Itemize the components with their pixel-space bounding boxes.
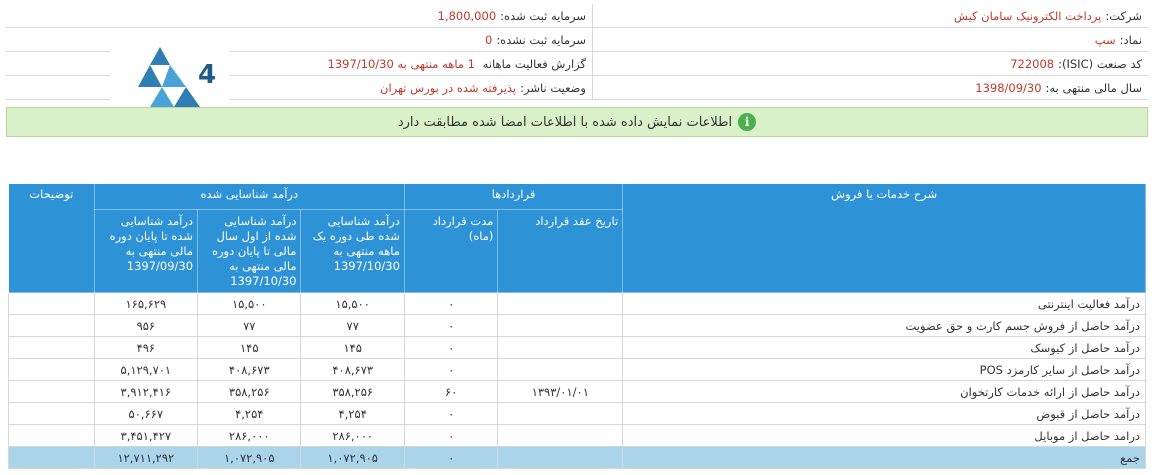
row-desc: درآمد حاصل از قبوض xyxy=(623,403,1146,425)
row-notes xyxy=(9,403,95,425)
row-ytd: ۳۵۸,۲۵۶ xyxy=(198,381,301,403)
capital-value: 1,800,000 xyxy=(437,8,497,23)
row-term: ۰ xyxy=(404,403,497,425)
sub-contract-term-header: مدت قرارداد (ماه) xyxy=(404,210,497,293)
table-row xyxy=(9,403,1146,425)
table-row xyxy=(9,293,1146,315)
total-date xyxy=(498,447,623,469)
row-notes xyxy=(9,315,95,337)
table-row xyxy=(9,337,1146,359)
row-term: ۰ xyxy=(404,359,497,381)
row-prev: ۵۰,۶۶۷ xyxy=(94,403,197,425)
row-term: ۶۰ xyxy=(404,381,497,403)
row-desc: درآمد فعالیت اینترنتی xyxy=(623,293,1146,315)
sub-rev-prev-header: درآمد شناسایی شده تا پایان دوره مالی منتهی به 1397/09/30 xyxy=(94,210,197,293)
col-revenue-header: درآمد شناسایی شده xyxy=(94,184,404,210)
row-prev: ۵,۱۲۹,۷۰۱ xyxy=(94,359,197,381)
status-cell xyxy=(230,76,592,99)
row-month: ۷۷ xyxy=(301,315,404,337)
info-row-1 xyxy=(6,4,1148,28)
row-ytd: ۱۴۵ xyxy=(198,337,301,359)
total-month: ۱,۰۷۲,۹۰۵ xyxy=(301,447,404,469)
row-month: ۴۰۸,۶۷۳ xyxy=(301,359,404,381)
isic-label: کد صنعت (ISIC): xyxy=(1058,56,1142,71)
total-desc: جمع xyxy=(623,447,1146,469)
status-label: وضعیت ناشر: xyxy=(520,80,586,95)
table-row xyxy=(9,381,1146,403)
symbol-value[interactable]: سپ xyxy=(1094,32,1116,47)
total-notes xyxy=(9,447,95,469)
row-month: ۴,۲۵۴ xyxy=(301,403,404,425)
report-cell xyxy=(230,52,592,75)
row-prev: ۴۹۶ xyxy=(94,337,197,359)
unreg-capital-cell xyxy=(230,28,592,51)
row-term: ۰ xyxy=(404,425,497,447)
capital-label: سرمایه ثبت شده: xyxy=(500,8,586,23)
company-label: شرکت: xyxy=(1105,8,1142,23)
row-desc: درآمد حاصل از سایر کارمزد POS xyxy=(623,359,1146,381)
row-notes xyxy=(9,337,95,359)
row-desc: درآمد حاصل از فروش جسم کارت و حق عضویت xyxy=(623,315,1146,337)
row-prev: ۹۵۶ xyxy=(94,315,197,337)
row-prev: ۳,۴۵۱,۴۲۷ xyxy=(94,425,197,447)
info-icon: i xyxy=(738,113,756,131)
isic-value: 722008 xyxy=(1010,56,1055,71)
row-date xyxy=(498,293,623,315)
status-value: پذیرفته شده در بورس تهران xyxy=(380,80,517,95)
row-notes xyxy=(9,293,95,315)
col-desc-header: شرح خدمات یا فروش xyxy=(623,184,1146,293)
svg-text:4: 4 xyxy=(198,60,217,90)
symbol-label: نماد: xyxy=(1119,32,1142,47)
row-ytd: ۷۷ xyxy=(198,315,301,337)
row-notes xyxy=(9,425,95,447)
report-date: 1397/10/30 xyxy=(327,56,394,71)
row-term: ۰ xyxy=(404,315,497,337)
isic-cell xyxy=(592,52,1148,75)
company-value: پرداخت الکترونیک سامان کیش xyxy=(953,8,1102,23)
report-mid: ماهه منتهی به xyxy=(397,56,465,71)
capital-cell xyxy=(230,4,592,27)
total-ytd: ۱,۰۷۲,۹۰۵ xyxy=(198,447,301,469)
symbol-cell xyxy=(592,28,1148,51)
row-ytd: ۲۸۶,۰۰۰ xyxy=(198,425,301,447)
row-notes xyxy=(9,381,95,403)
row-term: ۰ xyxy=(404,293,497,315)
row-date xyxy=(498,403,623,425)
row-date: ۱۳۹۳/۰۱/۰۱ xyxy=(498,381,623,403)
table-row xyxy=(9,425,1146,447)
row-month: ۲۸۶,۰۰۰ xyxy=(301,425,404,447)
row-term: ۰ xyxy=(404,337,497,359)
row-prev: ۳,۹۱۲,۴۱۶ xyxy=(94,381,197,403)
row-desc: درامد حاصل از موبایل xyxy=(623,425,1146,447)
row-date xyxy=(498,315,623,337)
row-month: ۱۴۵ xyxy=(301,337,404,359)
company-cell xyxy=(592,4,1148,27)
row-month: ۱۵,۵۰۰ xyxy=(301,293,404,315)
row-ytd: ۱۵,۵۰۰ xyxy=(198,293,301,315)
row-ytd: ۴۰۸,۶۷۳ xyxy=(198,359,301,381)
row-notes xyxy=(9,359,95,381)
notice-text: اطلاعات نمایش داده شده با اطلاعات امضا شده مطابقت دارد xyxy=(397,114,733,130)
row-desc: درآمد حاصل از ارائه خدمات کارتخوان xyxy=(623,381,1146,403)
table-row xyxy=(9,359,1146,381)
row-month: ۳۵۸,۲۵۶ xyxy=(301,381,404,403)
total-term: ۰ xyxy=(404,447,497,469)
col-contracts-header: قراردادها xyxy=(404,184,622,210)
col-notes-header: توضیحات xyxy=(9,184,95,293)
row-ytd: ۴,۲۵۴ xyxy=(198,403,301,425)
report-label: گزارش فعالیت ماهانه xyxy=(482,56,586,71)
fiscal-cell xyxy=(592,76,1148,99)
table-row xyxy=(9,315,1146,337)
fiscal-value: 1398/09/30 xyxy=(975,80,1042,95)
report-months: 1 xyxy=(467,56,475,71)
unreg-capital-value: 0 xyxy=(484,32,493,47)
row-date xyxy=(498,337,623,359)
total-prev: ۱۲,۷۱۱,۲۹۲ xyxy=(94,447,197,469)
total-row xyxy=(9,447,1146,469)
row-date xyxy=(498,425,623,447)
row-date xyxy=(498,359,623,381)
row-desc: درآمد حاصل از کیوسک xyxy=(623,337,1146,359)
sub-rev-month-header: درآمد شناسایی شده طی دوره یک ماهه منتهی به 1397/10/30 xyxy=(301,210,404,293)
verification-notice xyxy=(6,107,1148,137)
revenue-table xyxy=(8,183,1146,469)
row-prev: ۱۶۵,۶۲۹ xyxy=(94,293,197,315)
unreg-capital-label: سرمایه ثبت نشده: xyxy=(496,32,586,47)
fiscal-label: سال مالی منتهی به: xyxy=(1045,80,1142,95)
sub-contract-date-header: تاریخ عقد قرارداد xyxy=(498,210,623,293)
sub-rev-ytd-header: درآمد شناسایی شده از اول سال مالی تا پایان دوره مالی منتهی به 1397/10/30 xyxy=(198,210,301,293)
